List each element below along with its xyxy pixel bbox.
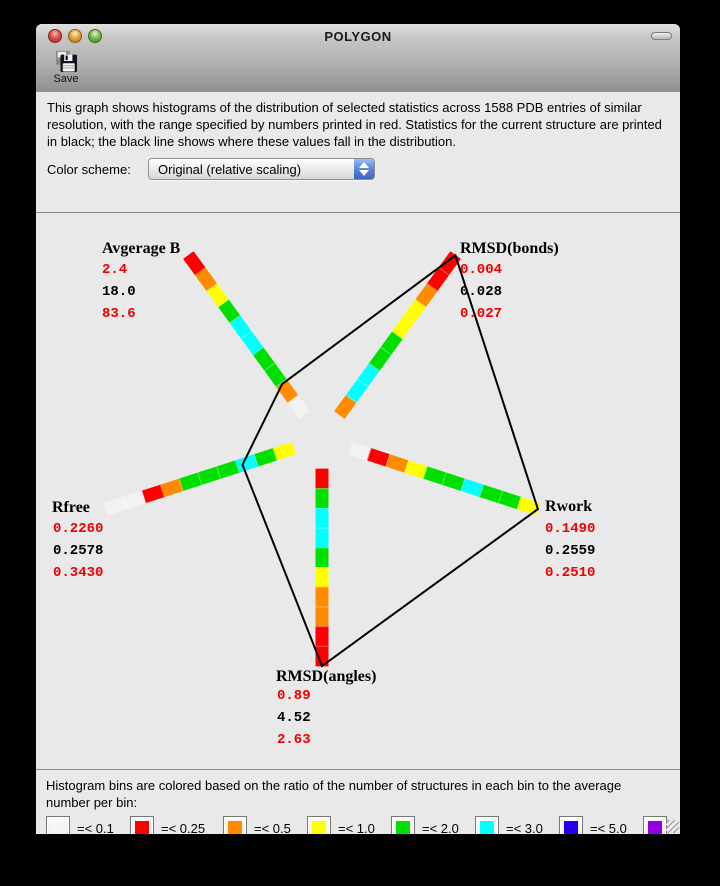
hist-bar-bin [143, 491, 162, 497]
titlebar[interactable] [36, 24, 680, 48]
hist-bar-bin [397, 319, 409, 336]
hist-bar-bin [374, 351, 386, 368]
axis-title: Rfree [52, 499, 90, 516]
axis-title: RMSD(angles) [276, 668, 377, 685]
hist-bar-bin [386, 335, 398, 352]
legend-color-fill [396, 821, 410, 834]
axis-title: RMSD(bonds) [460, 240, 559, 257]
color-scheme-row [47, 158, 667, 182]
axis-max-value: 0.3430 [53, 565, 104, 581]
hist-bar-bin [350, 448, 369, 454]
hist-bar-bin [409, 303, 421, 320]
hist-bar-bin [351, 383, 363, 400]
legend-swatch-button[interactable] [643, 816, 667, 834]
axis-current-value: 0.2578 [53, 543, 104, 559]
hist-bar-bin [274, 448, 293, 454]
dropdown-stepper-icon[interactable] [354, 159, 374, 179]
polygon-plot-panel [36, 213, 680, 770]
color-scheme-label: Color scheme: [47, 162, 131, 177]
axis-title: Rwork [545, 498, 593, 515]
legend-swatch-button[interactable] [559, 816, 583, 834]
legend-swatch-button[interactable] [475, 816, 499, 834]
legend-bin-label: =< 0.5 [254, 821, 291, 834]
resize-grip[interactable] [666, 820, 679, 833]
legend-swatch-button[interactable] [223, 816, 247, 834]
axis-title: Avgerage B [102, 240, 181, 257]
hist-bar-bin [432, 271, 444, 288]
legend-bin-label: =< 5.0 [590, 821, 627, 834]
axis-max-value: 2.63 [277, 732, 311, 748]
hist-bar-bin [223, 303, 235, 320]
axis-min-value: 0.004 [460, 262, 503, 278]
hist-bar-bin [181, 479, 200, 485]
hist-bar-bin [200, 271, 212, 288]
hist-bar-bin [406, 466, 425, 472]
legend-color-fill [648, 821, 662, 834]
hist-bar-bin [246, 335, 258, 352]
axis-min-value: 0.1490 [545, 521, 596, 537]
legend-bin-label: =< 1.0 [338, 821, 375, 834]
hist-bar-bin [481, 491, 500, 497]
legend-panel [36, 771, 680, 834]
chevron-down-icon [359, 170, 369, 176]
axis-current-value: 0.028 [460, 284, 503, 300]
hist-bar-bin [258, 351, 270, 368]
legend-color-fill [564, 821, 578, 834]
description-text: This graph shows histograms of the distribution of selected statistics across 1588 PDB entries of similar resolution, with the range specified by numbers printed in red. Statistics for the current structure are printed in black; the black line shows where these values fall in the distribution. [47, 100, 662, 149]
hist-bar-bin [106, 503, 125, 509]
axis-min-value: 2.4 [102, 262, 128, 278]
hist-bar-bin [269, 367, 281, 384]
legend-color-fill [480, 821, 494, 834]
description-panel [36, 92, 680, 213]
hist-bar-bin [237, 460, 256, 466]
legend-swatch-button[interactable] [46, 816, 70, 834]
hist-bar-bin [188, 255, 200, 272]
hist-bar-bin [425, 472, 444, 478]
save-button[interactable] [46, 50, 86, 90]
legend-swatch-button[interactable] [391, 816, 415, 834]
hist-bar-bin [162, 485, 181, 491]
axis-max-value: 83.6 [102, 306, 136, 322]
legend-bin-label: =< 0.25 [161, 821, 206, 834]
polygon-window [36, 24, 680, 834]
save-button-label: Save [53, 73, 79, 85]
axis-current-value: 0.2559 [545, 543, 596, 559]
axis-current-value: 4.52 [277, 710, 311, 726]
legend-text: Histogram bins are colored based on the ratio of the number of structures in each bin to the average number per bin: [46, 778, 622, 810]
chevron-up-icon [359, 162, 369, 168]
legend-bin-label: =< 2.0 [422, 821, 459, 834]
hist-bar-bin [256, 454, 275, 460]
toolbar-toggle-button[interactable] [651, 32, 672, 40]
hist-bar-bin [293, 398, 305, 415]
axis-min-value: 0.2260 [53, 521, 104, 537]
hist-bar-bin [463, 485, 482, 491]
hist-bar-bin [363, 367, 375, 384]
hist-bar-bin [420, 287, 432, 304]
legend-color-fill [228, 821, 242, 834]
legend-swatch-button[interactable] [130, 816, 154, 834]
axis-min-value: 0.89 [277, 688, 311, 704]
hist-bar-bin [500, 497, 519, 503]
hist-bar-bin [218, 466, 237, 472]
legend-bin-label: =< 0.1 [77, 821, 114, 834]
legend-swatch-button[interactable] [307, 816, 331, 834]
hist-bar-bin [281, 383, 293, 400]
window-chrome [36, 24, 680, 93]
hist-bar-bin [388, 460, 407, 466]
axis-current-value: 18.0 [102, 284, 136, 300]
hist-bar-bin [211, 287, 223, 304]
legend-color-fill [51, 821, 65, 834]
hist-bar-bin [124, 497, 143, 503]
color-scheme-dropdown[interactable] [148, 158, 375, 180]
hist-bar-bin [444, 479, 463, 485]
axis-max-value: 0.2510 [545, 565, 596, 581]
floppy-disk-icon [54, 50, 78, 72]
color-scheme-selected-value: Original (relative scaling) [158, 162, 302, 177]
hist-bar-bin [339, 398, 351, 415]
window-title: POLYGON [324, 29, 392, 44]
legend-color-fill [135, 821, 149, 834]
legend-bin-label: =< 3.0 [506, 821, 543, 834]
axis-max-value: 0.027 [460, 306, 503, 322]
hist-bar-bin [235, 319, 247, 336]
hist-bar-bin [199, 472, 218, 478]
legend-color-fill [312, 821, 326, 834]
hist-bar-bin [369, 454, 388, 460]
